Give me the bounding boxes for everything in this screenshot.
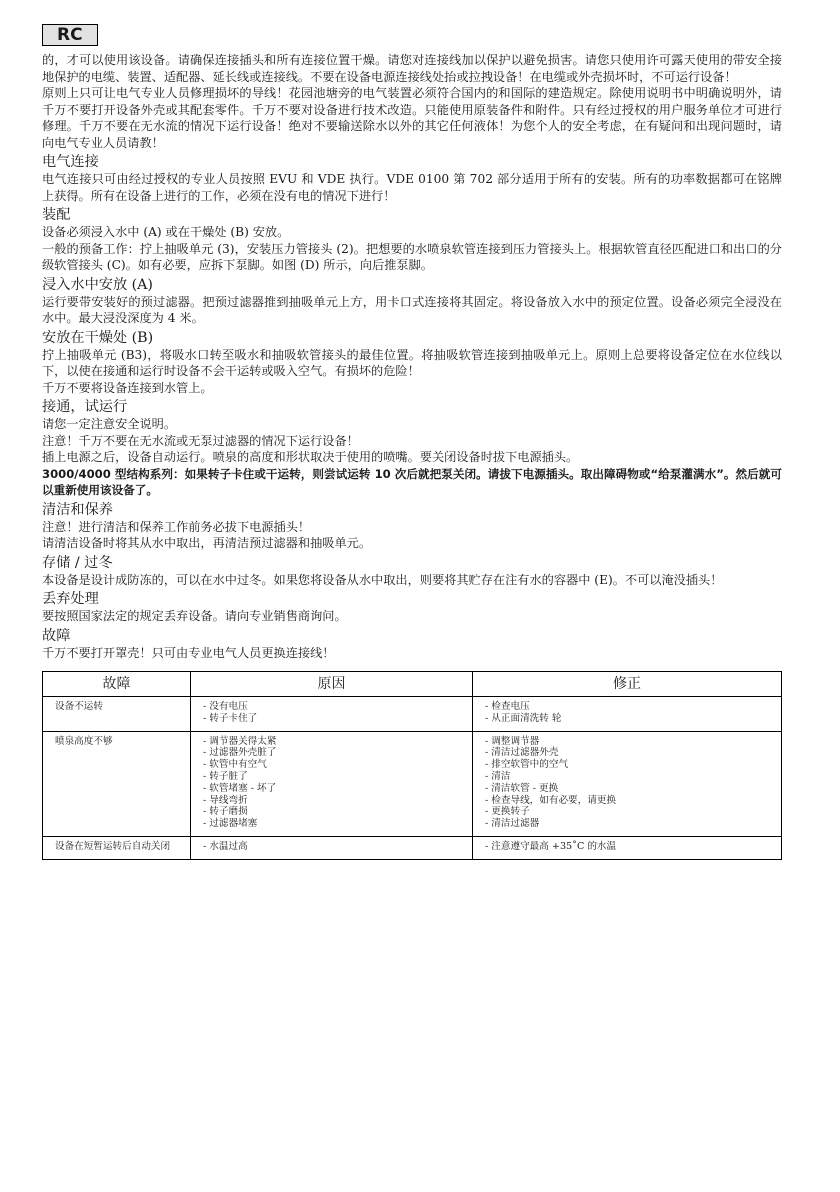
cause-item: - 水温过高 (203, 840, 248, 852)
section-heading: 接通，试运行 (42, 399, 128, 415)
body-paragraph: 请您一定注意安全说明。 (42, 417, 177, 431)
cause-item: - 没有电压 (203, 701, 248, 712)
cause-item: - 调节器关得太紧 (203, 735, 277, 747)
manual-page (42, 24, 782, 860)
header-fix: 修正 (473, 672, 782, 697)
body-paragraph: 设备必须浸入水中 (A) 或在干燥处 (B) 安放。 (42, 225, 290, 239)
table-row (43, 836, 782, 859)
fix-item: - 清洁过滤器外壳 (485, 747, 559, 759)
body-paragraph: 运行要带安装好的预过滤器。把预过滤器推到抽吸单元上方，用卡口式连接将其固定。将设备放入水中的预定位置。设备必须完全浸没在水中。最大浸没深度为 4 米。 (42, 294, 782, 325)
cause-item: - 导线弯折 (203, 794, 248, 806)
fix-item: - 排空软管中的空气 (485, 759, 569, 771)
table-row (43, 731, 782, 836)
header-fault: 故障 (43, 672, 191, 697)
section-heading: 电气连接 (42, 154, 99, 170)
fix-cell (473, 697, 782, 732)
fix-item: - 清洁软管 - 更换 (485, 782, 559, 794)
section-heading: 故障 (42, 627, 71, 644)
fix-item: - 调整调节器 (485, 735, 540, 747)
fix-item: - 检查电压 (485, 701, 530, 712)
section-heading: 存储 / 过冬 (42, 554, 113, 571)
fault-cell: 设备在短暂运转后自动关闭 (43, 836, 191, 859)
table-header-row (43, 672, 782, 697)
cause-item: - 转子脏了 (203, 770, 248, 782)
table-row (43, 697, 782, 732)
body-paragraph: 要按照国家法定的规定丢弃设备。请向专业销售商询问。 (42, 609, 347, 623)
cause-cell (191, 697, 473, 732)
body-paragraph: 原则上只可让电气专业人员修理损坏的导线！花园池塘旁的电气装置必须符合国内的和国际的建造规定。除使用说明书中明确说明外，请千万不要打开设备外壳或其配套零件。千万不要对设备进行技术改造。只能使用原装备件和附件。只有经过授权的用户服务单位才可进行修理。千万不要在无水流的情况下运行设备！绝对不要输送除水以外的其它任何液体！为您个人的安全考虑，在有疑问和出现问题时，请向电气专业人员请教！ (42, 86, 782, 150)
cause-item: - 转子磨损 (203, 806, 248, 818)
body-paragraph: 一般的预备工作：拧上抽吸单元 (3)，安装压力管接头 (2)。把想要的水喷泉软管连接到压力管接头上。根据软管直径匹配进口和出口的分级软管接头 (C)。如有必要，应拆下泵脚。如图 (D) 所示，向后推泵脚。 (42, 241, 782, 272)
cause-item: - 软管堵塞 - 坏了 (203, 782, 277, 794)
fix-cell (473, 836, 782, 859)
body-paragraph: 千万不要打开罩壳！只可由专业电气人员更换连接线！ (42, 645, 335, 660)
cause-item: - 软管中有空气 (203, 759, 267, 771)
body-paragraph: 的，才可以使用该设备。请确保连接插头和所有连接位置干燥。请您对连接线加以保护以避免损害。请您只使用许可露天使用的带安全接地保护的电缆、装置、适配器、延长线或连接线。不要在设备电源连接线处抬或拉拽设备！在电缆或外壳损坏时，不可运行设备！ (42, 53, 782, 84)
fix-item: - 清洁 (485, 770, 511, 782)
section-heading: 安放在干燥处 (B) (42, 329, 154, 346)
fault-cell: 设备不运转 (43, 697, 191, 732)
language-badge: RC (42, 24, 98, 46)
header-cause: 原因 (191, 672, 473, 697)
body-paragraph: 注意！进行清洁和保养工作前务必拔下电源插头！ (42, 519, 311, 534)
body-paragraph: 千万不要将设备连接到水管上。 (42, 380, 213, 395)
body-paragraph: 电气连接只可由经过授权的专业人员按照 EVU 和 VDE 执行。VDE 0100 第 702 部分适用于所有的安装。所有的功率数据都可在铭牌上获得。所有在设备上进行的工作，必须在没有电的情况下进行！ (42, 172, 782, 203)
section-heading: 浸入水中安放 (A) (42, 276, 153, 293)
cause-cell (191, 731, 473, 836)
cause-cell (191, 836, 473, 859)
fault-cell: 喷泉高度不够 (43, 731, 191, 836)
cause-item: - 转子卡住了 (203, 712, 258, 724)
troubleshooting-table (42, 671, 782, 860)
fix-item: - 清洁过滤器 (485, 818, 540, 830)
fix-item: - 注意遵守最高 +35˚C 的水温 (485, 840, 617, 852)
body-paragraph: 拧上抽吸单元 (B3)，将吸水口转至吸水和抽吸软管接头的最佳位置。将抽吸软管连接到抽吸单元上。原则上总要将设备定位在水位线以下，以使在接通和运行时设备不会干运转或吸入空气。有损坏的危险！ (42, 347, 782, 378)
body-paragraph: 请清洁设备时将其从水中取出，再清洁预过滤器和抽吸单元。 (42, 536, 372, 550)
section-heading: 清洁和保养 (42, 501, 113, 518)
fix-cell (473, 731, 782, 836)
section-heading: 丢弃处理 (42, 591, 99, 607)
manual-content (42, 52, 782, 661)
body-paragraph: 注意！千万不要在无水流或无泵过滤器的情况下运行设备！ (42, 433, 359, 448)
fix-item: - 从正面清洗转 轮 (485, 712, 562, 724)
cause-item: - 过滤器堵塞 (203, 818, 258, 830)
fix-item: - 检查导线，如有必要，请更换 (485, 794, 617, 806)
body-paragraph: 本设备是设计成防冻的，可以在水中过冬。如果您将设备从水中取出，则要将其贮存在注有水的容器中 (E)。不可以淹没插头！ (42, 572, 723, 587)
bold-notice: 3000/4000 型结构系列：如果转子卡住或干运转，则尝试运转 10 次后就把泵关闭。请拔下电源插头。取出障碍物或“给泵灌满水”。然后就可以重新使用该设备了。 (42, 466, 782, 497)
cause-item: - 过滤器外壳脏了 (203, 747, 277, 759)
section-heading: 装配 (42, 207, 71, 223)
body-paragraph: 插上电源之后，设备自动运行。喷泉的高度和形状取决于使用的喷嘴。要关闭设备时拔下电源插头。 (42, 450, 579, 464)
fix-item: - 更换转子 (485, 806, 530, 818)
